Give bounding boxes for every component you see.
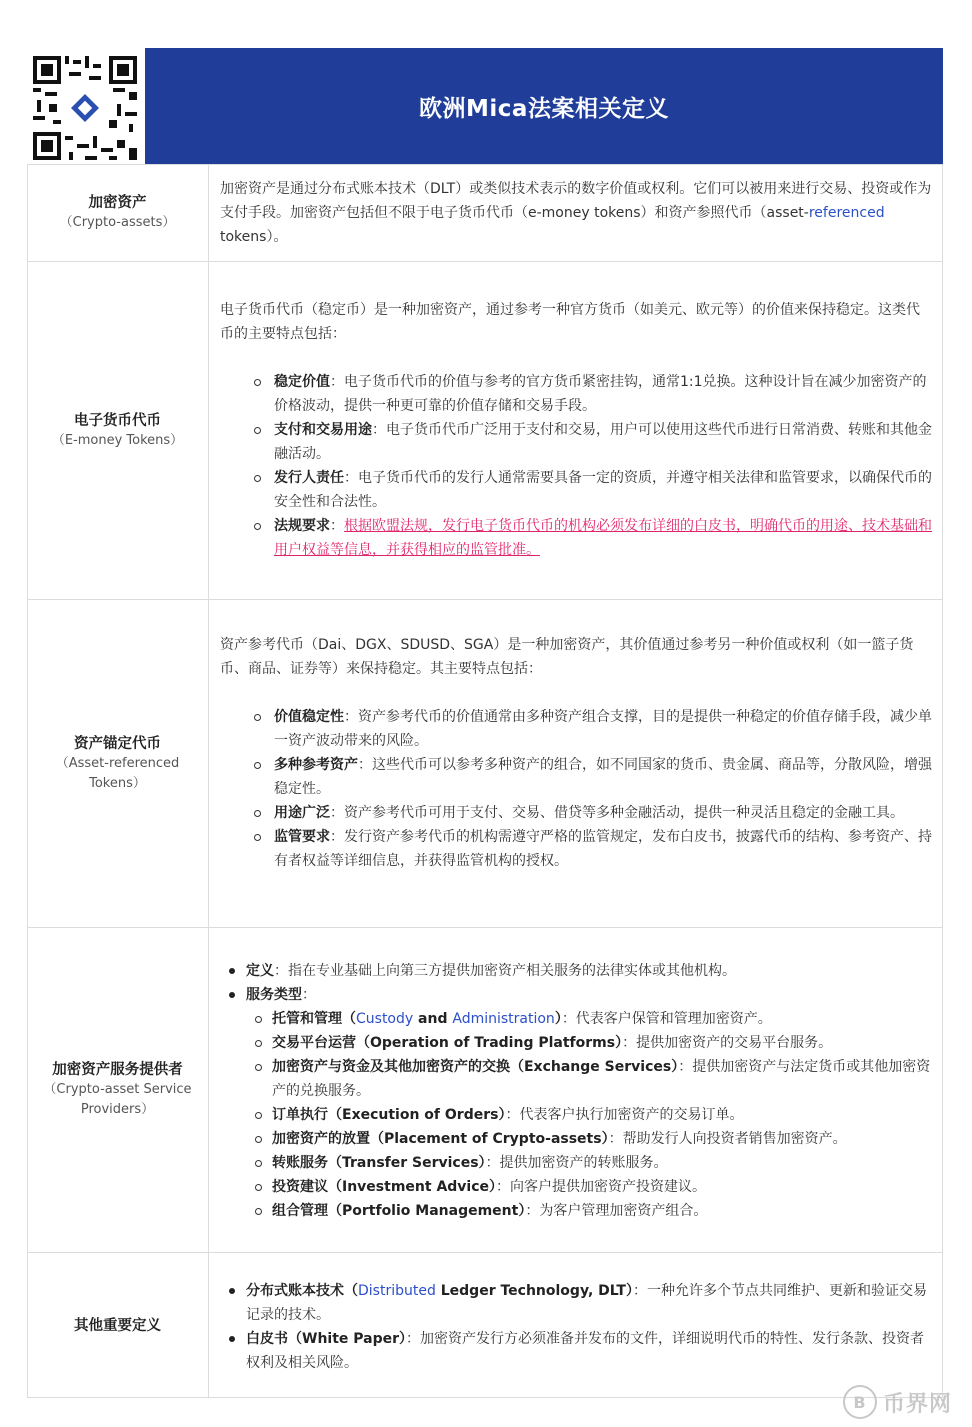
term-cn: 资产锚定代币	[74, 735, 161, 752]
watermark	[843, 1385, 952, 1419]
list-item: 托管和管理（Custody and Administration）：代表客户保管和管理加密资产。	[246, 1007, 933, 1031]
row-crypto-assets	[27, 164, 943, 261]
definition-list	[220, 959, 933, 1223]
list-item: 服务类型： 托管和管理（Custody and Administration）：代表客户保管和管理加密资产。 交易平台运营（Operation of Trading Platforms）：提供加密资产的交易平台服务。 加密资产与资金及其他加密资产的交换（Exchange Services）：提供加密资产与法定货币或其他加密资产的兑换服务。 订单执行（Execution of Orders）：代表客户执行加密资产的交易订单。 加密资产的放置（Placement of Crypto-assets）：帮助发行人向投资者销售加密资产。 转账服务（Transfer Services）：提供加密资产的转账服务。 投资建议（Investment Advice）：向客户提供加密资产投资建议。 组合管理（Portfolio Management）：为客户管理加密资产组合。	[220, 983, 933, 1223]
list-item: 监管要求：发行资产参考代币的机构需遵守严格的监管规定，发布白皮书，披露代币的结构、参考资产、持有者权益等详细信息，并获得监管机构的授权。	[220, 825, 933, 873]
term-cell	[27, 262, 209, 599]
list-item: 稳定价值：电子货币代币的价值与参考的官方货币紧密挂钩，通常1:1兑换。这种设计旨在减少加密资产的价格波动，提供一种更可靠的价值存储和交易手段。	[220, 370, 933, 418]
definition-text: 加密资产是通过分布式账本技术（DLT）或类似技术表示的数字价值或权利。它们可以被用来进行交易、投资或作为支付手段。加密资产包括但不限于电子货币代币（e-money tokens）和资产参照代币（asset-referenced tokens）。	[220, 181, 932, 245]
qr-code-icon	[33, 56, 137, 160]
feature-list	[220, 370, 933, 562]
definition-cell	[209, 1253, 943, 1398]
list-item: 支付和交易用途：电子货币代币广泛用于支付和交易，用户可以使用这些代币进行日常消费、转账和其他金融活动。	[220, 418, 933, 466]
term-en: （Crypto-assets）	[59, 215, 176, 230]
feature-list	[220, 705, 933, 873]
list-item: 定义：指在专业基础上向第三方提供加密资产相关服务的法律实体或其他机构。	[220, 959, 933, 983]
list-item: 法规要求：根据欧盟法规，发行电子货币代币的机构必须发布详细的白皮书，明确代币的用途、技术基础和用户权益等信息，并获得相应的监管批准。	[220, 514, 933, 562]
row-asset-referenced-tokens	[27, 599, 943, 927]
definition-cell	[209, 928, 943, 1252]
term-cn: 加密资产	[88, 195, 147, 211]
term-en: （Crypto-asset Service Providers）	[43, 1082, 192, 1117]
term-en: （E-money Tokens）	[51, 432, 184, 448]
definition-cell	[209, 600, 943, 927]
list-item: 交易平台运营（Operation of Trading Platforms）：提供加密资产的交易平台服务。	[246, 1031, 933, 1055]
definition-cell	[209, 165, 943, 261]
service-type-list	[246, 1007, 933, 1223]
definition-cell	[209, 262, 943, 599]
page-title: 欧洲Mica法案相关定义	[145, 48, 943, 164]
list-item: 多种参考资产：这些代币可以参考多种资产的组合，如不同国家的货币、贵金属、商品等，分散风险，增强稳定性。	[220, 753, 933, 801]
list-item: 投资建议（Investment Advice）：向客户提供加密资产投资建议。	[246, 1175, 933, 1199]
list-item: 加密资产的放置（Placement of Crypto-assets）：帮助发行人向投资者销售加密资产。	[246, 1127, 933, 1151]
watermark-text: 币界网	[882, 1391, 952, 1417]
term-cell	[27, 928, 209, 1252]
definition-intro: 资产参考代币（Dai、DGX、SDUSD、SGA）是一种加密资产，其价值通过参考另一种价值或权利（如一篮子货币、商品、证券等）来保持稳定。其主要特点包括：	[220, 637, 914, 677]
term-cn: 其他重要定义	[74, 1317, 161, 1334]
row-crypto-asset-service-providers	[27, 927, 943, 1252]
list-item: 白皮书（White Paper）：加密资产发行方必须准备并发布的文件，详细说明代币的特性、发行条款、投资者权利及相关风险。	[220, 1327, 933, 1375]
term-cell	[27, 600, 209, 927]
list-item: 分布式账本技术（Distributed Ledger Technology, DLT）：一种允许多个节点共同维护、更新和验证交易记录的技术。	[220, 1279, 933, 1327]
highlighted-link-text[interactable]: 根据欧盟法规，发行电子货币代币的机构必须发布详细的白皮书，明确代币的用途、技术基础和用户权益等信息，并获得相应的监管批准。	[274, 518, 932, 558]
term-cn: 加密资产服务提供者	[52, 1062, 183, 1078]
qr-code	[27, 48, 145, 164]
list-item: 组合管理（Portfolio Management）：为客户管理加密资产组合。	[246, 1199, 933, 1223]
list-item: 加密资产与资金及其他加密资产的交换（Exchange Services）：提供加密资产与法定货币或其他加密资产的兑换服务。	[246, 1055, 933, 1103]
row-emoney-tokens	[27, 261, 943, 599]
term-cell	[27, 1253, 209, 1398]
term-cell	[27, 165, 209, 261]
list-item: 订单执行（Execution of Orders）：代表客户执行加密资产的交易订单。	[246, 1103, 933, 1127]
list-item: 发行人责任：电子货币代币的发行人通常需要具备一定的资质，并遵守相关法律和监管要求，以确保代币的安全性和合法性。	[220, 466, 933, 514]
term-cn: 电子货币代币	[74, 412, 161, 429]
definition-intro: 电子货币代币（稳定币）是一种加密资产，通过参考一种官方货币（如美元、欧元等）的价值来保持稳定。这类代币的主要特点包括：	[220, 302, 920, 342]
list-item: 用途广泛：资产参考代币可用于支付、交易、借贷等多种金融活动，提供一种灵活且稳定的金融工具。	[220, 801, 933, 825]
list-item: 价值稳定性：资产参考代币的价值通常由多种资产组合支撑，目的是提供一种稳定的价值存储手段，减少单一资产波动带来的风险。	[220, 705, 933, 753]
coin-logo-icon: B	[843, 1385, 877, 1419]
term-en: （Asset-referenced Tokens）	[55, 755, 180, 791]
list-item: 转账服务（Transfer Services）：提供加密资产的转账服务。	[246, 1151, 933, 1175]
row-other-definitions	[27, 1252, 943, 1398]
definition-list	[220, 1279, 933, 1375]
